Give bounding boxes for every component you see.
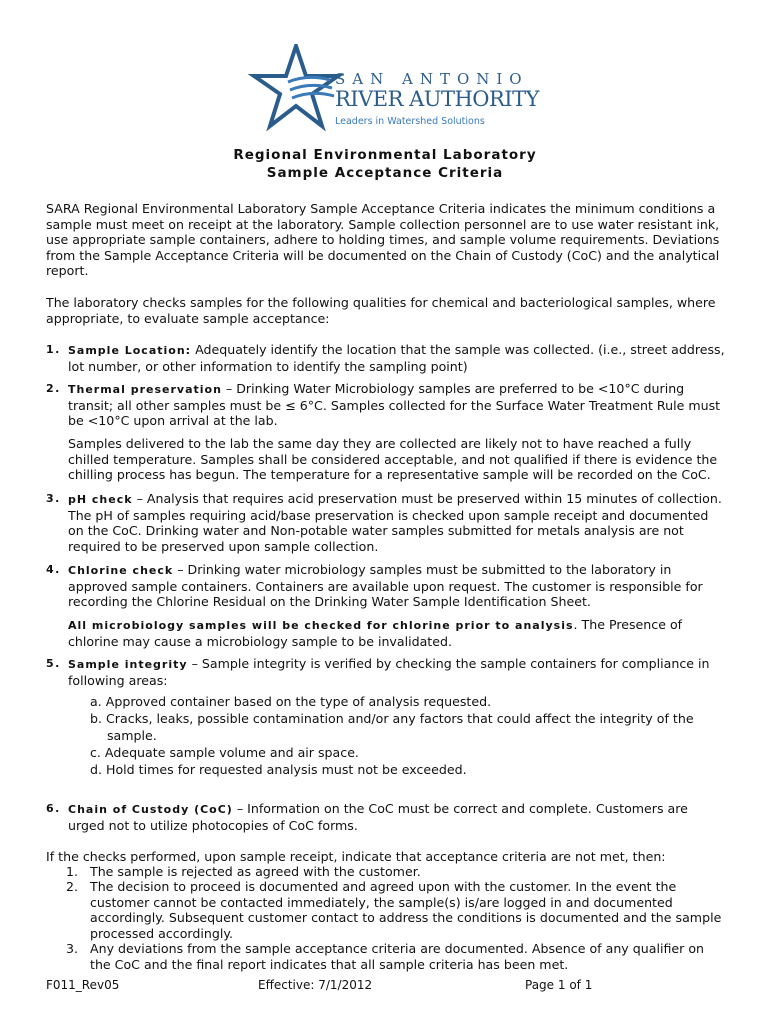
page-subtitle: Sample Acceptance Criteria [266,165,504,181]
item-keyword: Chlorine check [68,564,174,577]
intro-paragraph: SARA Regional Environmental Laboratory Sample Acceptance Criteria indicates the minimum conditions a sample must meet on receipt at the laboratory. Sample collection personnel are to use water resistant ink, use appropriate sample containers, adhere to holding times, and sample volume requirements. Deviations from the Sample Acceptance Criteria will be documented on the Chain of Custody (CoC) and the analytical report. [46,201,720,279]
item-number: 2. [46,382,61,395]
step-text: The decision to proceed is documented and agreed upon with the customer. In the event the customer cannot be contacted immediately, the sample(s) is/are logged in and documented accordingly. Subsequent customer contact to address the conditions is documented and the sample processed accordingly. [90,879,722,941]
integrity-list-item: a. Approved container based on the type of analysis requested. [90,694,492,709]
integrity-list-item: d. Hold times for requested analysis must not be exceeded. [90,762,467,777]
failure-step-3 [66,941,726,972]
step-number: 2. [66,879,79,894]
step-text: Any deviations from the sample acceptance criteria are documented. Absence of any qualifier on the CoC and the final report indicates that all sample criteria has been met. [90,941,705,972]
criteria-item-6 [46,801,726,833]
step-text: The sample is rejected as agreed with the customer. [90,864,421,879]
failure-intro: If the checks performed, upon sample receipt, indicate that acceptance criteria are not met, then: [46,849,666,864]
item-text: – Sample integrity is verified by checking the sample containers for compliance in following areas: [68,656,710,688]
item-number: 3. [46,492,61,505]
chlorine-note [68,617,728,649]
criteria-item-1 [46,342,726,374]
integrity-list-item: c. Adequate sample volume and air space. [90,745,359,760]
criteria-item-2 [46,381,726,429]
chlorine-note-text: . The Presence of chlorine may cause a microbiology sample to be invalidated. [68,617,683,649]
criteria-item-4 [46,562,726,610]
item-text: – Information on the CoC must be correct and complete. Customers are urged not to utilize photocopies of CoC forms. [68,801,688,833]
criteria-item-5 [46,656,726,688]
footer-effective-date: Effective: 7/1/2012 [258,978,373,992]
failure-step-1 [66,864,726,880]
logo-tagline: Leaders in Watershed Solutions [335,116,485,127]
page-title: Regional Environmental Laboratory [233,147,537,163]
item-number: 1. [46,343,61,356]
item-text: – Drinking water microbiology samples must be submitted to the laboratory in approved sample containers. Containers are available upon request. The customer is responsible for recording the Chlorine Residual on the Drinking Water Sample Identification Sheet. [68,562,703,610]
integrity-list-item: b. Cracks, leaks, possible contamination and/or any factors that could affect the integrity of the sample. [90,711,694,743]
logo-line-2: RIVER AUTHORITY [335,87,539,111]
step-number: 3. [66,941,79,956]
item-keyword: Chain of Custody (CoC) [68,803,233,816]
item-text: – Drinking Water Microbiology samples are preferred to be <10°C during transit; all other samples must be ≤ 6°C. Samples collected for the Surface Water Treatment Rule must be <10°C upon arrival at the lab. [68,381,721,429]
logo-line-1: SAN ANTONIO [335,70,529,88]
item-keyword: Thermal preservation [68,383,222,396]
criteria-item-3 [46,491,726,554]
item-number: 6. [46,802,61,815]
item-number: 4. [46,563,61,576]
item-keyword: pH check [68,493,133,506]
chlorine-note-keyword: All microbiology samples will be checked for chlorine prior to analysis [68,619,574,632]
item-keyword: Sample integrity [68,658,188,671]
item-text: – Analysis that requires acid preservation must be preserved within 15 minutes of collection. The pH of samples requiring acid/base preservation is checked upon sample receipt and documented on the CoC. Drinking water and Non-potable water samples submitted for metals analysis are not required to be preserved upon sample collection. [68,491,722,554]
footer-page-number: Page 1 of 1 [525,978,593,992]
failure-step-2 [66,879,726,941]
step-number: 1. [66,864,79,879]
item-keyword: Sample Location: [68,344,192,357]
footer-form-id: F011_Rev05 [46,978,120,992]
item-number: 5. [46,657,61,670]
checks-intro-paragraph: The laboratory checks samples for the following qualities for chemical and bacteriological samples, where appropriate, to evaluate sample acceptance: [46,295,716,326]
integrity-list [90,693,720,778]
item-text: Adequately identify the location that the sample was collected. (i.e., street address, lot number, or other information to identify the sampling point) [68,342,725,374]
thermal-note: Samples delivered to the lab the same day they are collected are likely not to have reached a fully chilled temperature. Samples shall be considered acceptable, and not qualified if there is evidence the chilling process has begun. The temperature for a representative sample will be recorded on the CoC. [68,436,718,483]
